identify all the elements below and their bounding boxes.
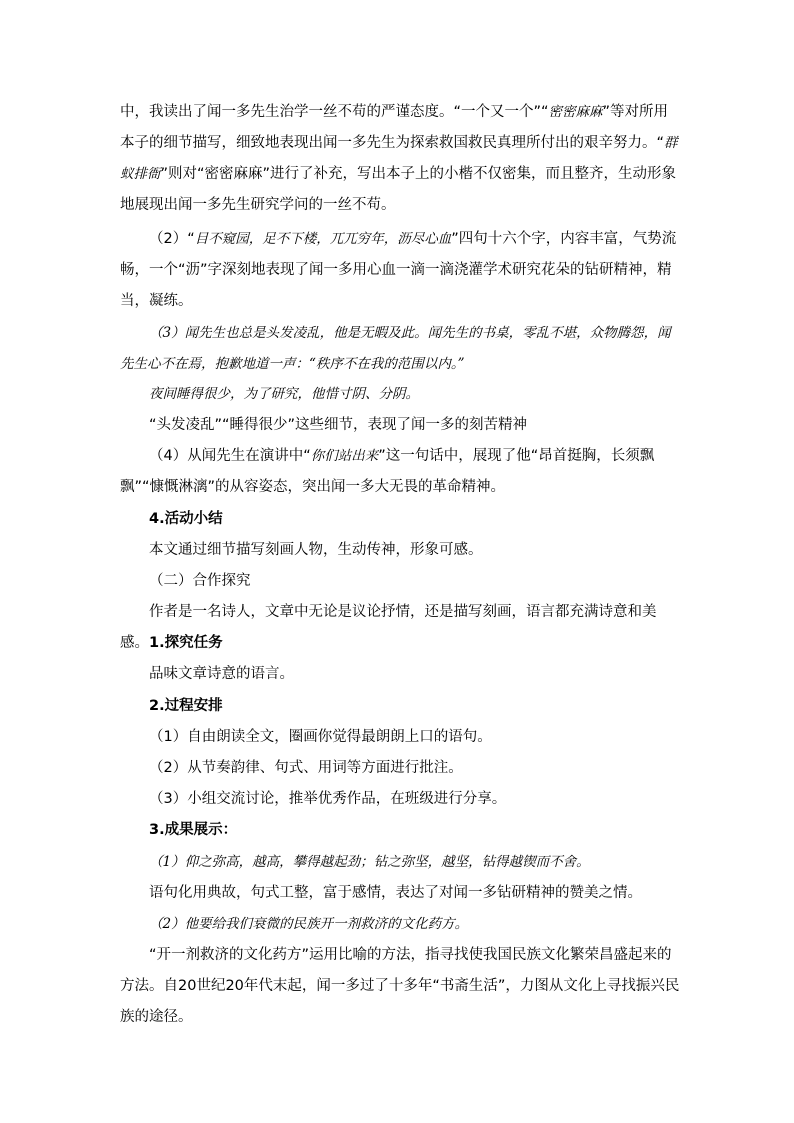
- process-step-2: （2）从节奏韵律、句式、用词等方面进行批注。: [149, 760, 463, 776]
- heading-result: 3.成果展示：: [149, 822, 238, 838]
- paragraph-analysis-1: [120, 97, 680, 221]
- result-quote-1: （1）仰之弥高，越高，攀得越起劲；钻之弥坚，越坚，钻得越锲而不舍。: [149, 854, 590, 870]
- paragraph-details: “头发凌乱”“睡得很少”这些细节，表现了闻一多的刻苦精神: [149, 417, 528, 433]
- text-run: ”等对所用本子的细节描写，细致地表现出闻一多先生为探索救国救民真理所付出的艰辛努力。“: [120, 104, 669, 151]
- result-quote-2: （2）他要给我们衰微的民族开一剂救济的文化药方。: [149, 916, 469, 932]
- paragraph-analysis-2: [120, 224, 680, 317]
- quoted-passage-night: 夜间睡得很少，为了研究，他惜寸阴、分阴。: [149, 386, 419, 402]
- text-run: 中，我读出了闻一多先生治学一丝不苟的严谨态度。“一个又一个”“: [120, 104, 549, 120]
- text-run: ”四句十六个字，内容丰富，气势流畅，一个“沥”字深刻地表现了闻一多用心血一滴一滴浇灌学术研究花朵的钻研精神，精当，凝练。: [120, 231, 677, 309]
- quoted-passage-3: （3）闻先生也总是头发凌乱，他是无暇及此。闻先生的书桌，零乱不堪，众物腾怨，闻先生心不在焉，抱歉地道一声：“秩序不在我的范围以内。”: [120, 325, 671, 372]
- paragraph-summary: 本文通过细节描写刻画人物，生动传神，形象可感。: [149, 542, 483, 558]
- quoted-phrase: 你们站出来: [310, 448, 379, 464]
- process-step-3: （3）小组交流讨论，推举优秀作品，在班级进行分享。: [149, 791, 507, 807]
- text-run: （4）从闻先生在演讲中“: [149, 448, 311, 464]
- quoted-phrase: 群蚁排衙: [120, 135, 678, 182]
- process-step-1: （1）自由朗读全文，圈画你觉得最朗朗上口的语句。: [149, 729, 492, 745]
- result-note-1: 语句化用典故，句式工整，富于感情，表达了对闻一多钻研精神的赞美之情。: [149, 885, 642, 901]
- heading-process: 2.过程安排: [149, 698, 223, 714]
- text-run: ”这一句话中，展现了他“昂首挺胸，长须飘飘”“慷慨淋漓”的从容姿态，突出闻一多大无畏的革命精神。: [120, 448, 655, 495]
- text-run: （2）“: [149, 231, 195, 247]
- heading-task: 1.探究任务: [149, 635, 223, 651]
- heading-cooperation: （二）合作探究: [149, 573, 251, 589]
- paragraph-task: 品味文章诗意的语言。: [149, 666, 294, 682]
- result-note-2: “开一剂救济的文化药方”运用比喻的方法，指寻找使我国民族文化繁荣昌盛起来的方法。自20世纪20年代末起，闻一多过了十多年“书斋生活”，力图从文化上寻找振兴民族的途径。: [120, 947, 680, 1025]
- paragraph-analysis-4: [120, 441, 680, 503]
- paragraph-cooperation: 作者是一名诗人，文章中无论是议论抒情，还是描写刻画，语言都充满诗意和美感。: [120, 604, 657, 651]
- heading-summary: 4.活动小结: [149, 511, 223, 527]
- quoted-phrase: 目不窥园，足不下楼，兀兀穷年，沥尽心血: [194, 231, 452, 247]
- quoted-phrase: 密密麻麻: [548, 104, 603, 120]
- text-run: ”则对“密密麻麻”进行了补充，写出本子上的小楷不仅密集，而且整齐，生动形象地展现出闻一多先生研究学问的一丝不苟。: [120, 166, 677, 213]
